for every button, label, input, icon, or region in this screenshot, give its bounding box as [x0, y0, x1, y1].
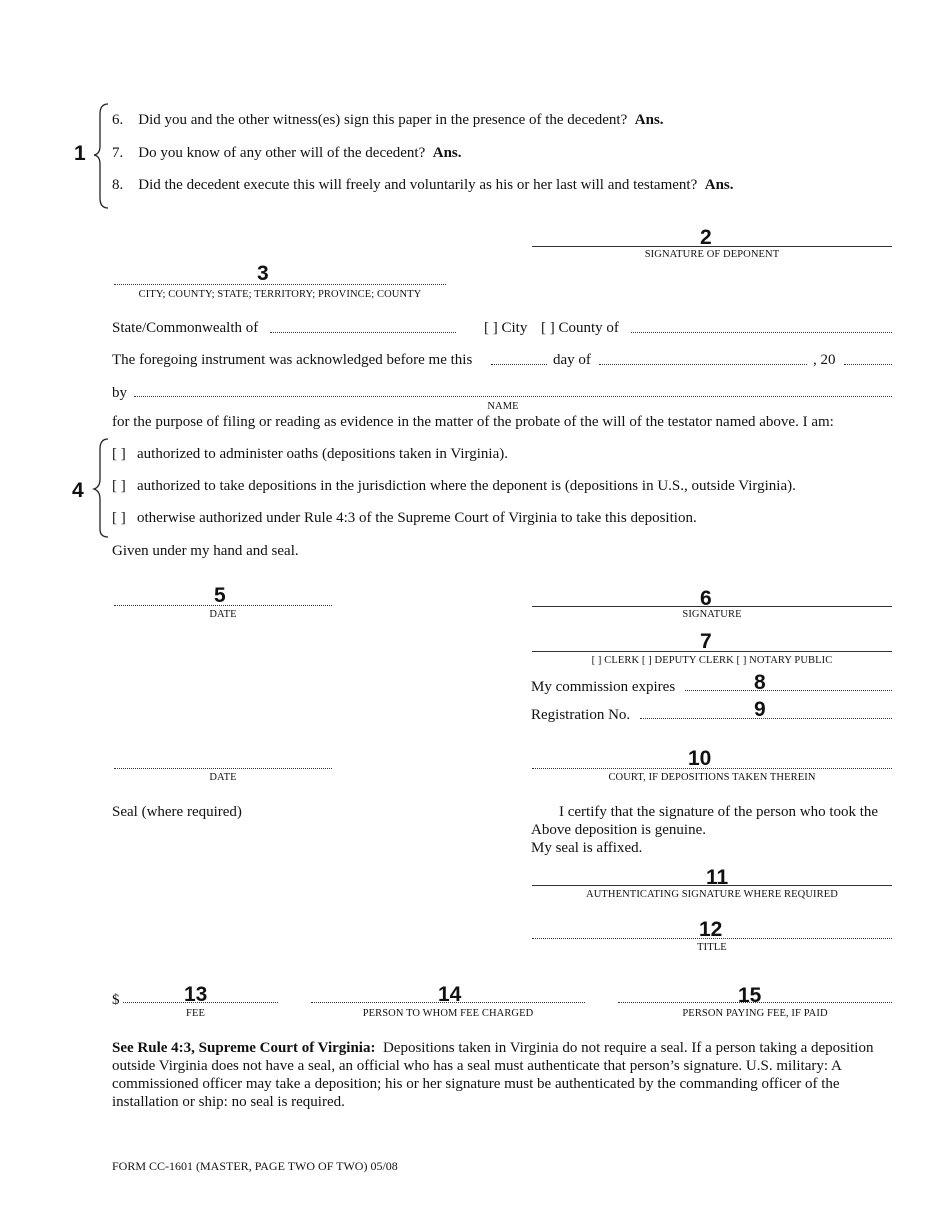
brace-group-1	[92, 102, 112, 212]
question-text: Did the decedent execute this will freely and voluntarily as his or her last will and testament?	[138, 177, 698, 193]
question-7	[112, 144, 462, 162]
marker-15: 15	[738, 984, 762, 1007]
dollar-sign: $	[112, 992, 120, 1008]
year-prefix: , 20	[813, 352, 836, 368]
registration-no-label: Registration No.	[531, 707, 631, 723]
clerk-notary-options[interactable]: [ ] CLERK [ ] DEPUTY CLERK [ ] NOTARY PUBLIC	[591, 655, 833, 666]
rule-note-heading: See Rule 4:3, Supreme Court of Virginia:	[112, 1040, 376, 1056]
question-8	[112, 176, 734, 194]
court-label: COURT, IF DEPOSITIONS TAKEN THEREIN	[608, 772, 816, 783]
date-label-2: DATE	[209, 772, 237, 783]
signature-label: SIGNATURE	[682, 609, 742, 620]
name-field[interactable]	[134, 396, 892, 397]
authenticating-signature-line[interactable]	[532, 885, 892, 886]
fee-label: FEE	[186, 1008, 205, 1019]
checkbox[interactable]: [ ]	[112, 478, 126, 494]
authorization-option-1[interactable]	[112, 445, 508, 463]
certify-line-3: My seal is affixed.	[531, 840, 643, 856]
seal-label: Seal (where required)	[112, 804, 242, 820]
county-checkbox[interactable]: [ ] County of	[541, 320, 619, 336]
county-field[interactable]	[631, 332, 892, 333]
person-charged-label: PERSON TO WHOM FEE CHARGED	[362, 1008, 534, 1019]
commission-expires-label: My commission expires	[531, 679, 676, 695]
date-label-1: DATE	[209, 609, 237, 620]
rule-note-body: Depositions taken in Virginia do not require a seal. If a person taking a deposition outside Virginia does not have a seal, an official who has a seal must authenticate that person’s signature. U.S. military: A commissioned officer may take a deposition; his or her signature must be authenticated by the commanding officer of the installation or ship: no seal is required.	[112, 1040, 874, 1110]
state-field[interactable]	[270, 332, 456, 333]
marker-5: 5	[214, 584, 226, 607]
title-selection-line[interactable]	[532, 651, 892, 652]
name-label: NAME	[487, 401, 519, 412]
brace-group-4	[92, 437, 112, 539]
city-checkbox[interactable]: [ ] City	[484, 320, 528, 336]
certify-line-1: I certify that the signature of the person who took the	[559, 804, 879, 820]
jurisdiction-label: CITY; COUNTY; STATE; TERRITORY; PROVINCE; COUNTY	[138, 289, 422, 300]
jurisdiction-line[interactable]	[114, 284, 446, 285]
signature-line[interactable]	[532, 606, 892, 607]
date-line-1[interactable]	[114, 605, 332, 606]
marker-3: 3	[257, 262, 269, 285]
marker-12: 12	[699, 918, 723, 941]
option-text: otherwise authorized under Rule 4:3 of the Supreme Court of Virginia to take this deposition.	[137, 510, 697, 526]
registration-no-field[interactable]	[640, 718, 892, 719]
signature-of-deponent-label: SIGNATURE OF DEPONENT	[644, 249, 780, 260]
given-under-hand-text: Given under my hand and seal.	[112, 543, 299, 559]
authenticating-label: AUTHENTICATING SIGNATURE WHERE REQUIRED	[586, 889, 838, 900]
marker-4: 4	[72, 479, 84, 502]
state-commonwealth-label: State/Commonwealth of	[112, 320, 259, 336]
acknowledged-text: The foregoing instrument was acknowledged before me this	[112, 352, 473, 368]
by-label: by	[112, 385, 127, 401]
day-field[interactable]	[491, 364, 547, 365]
rule-note	[112, 1039, 892, 1111]
title-line[interactable]	[532, 938, 892, 939]
title-label: TITLE	[697, 942, 727, 953]
date-line-2[interactable]	[114, 768, 332, 769]
day-of-label: day of	[553, 352, 591, 368]
marker-14: 14	[438, 983, 462, 1006]
answer-label: Ans.	[704, 177, 734, 193]
option-text: authorized to take depositions in the jurisdiction where the deponent is (depositions in U.S., outside Virginia).	[137, 478, 796, 494]
marker-8: 8	[754, 671, 766, 694]
authorization-option-3[interactable]	[112, 509, 697, 527]
year-field[interactable]	[844, 364, 892, 365]
purpose-text: for the purpose of filing or reading as evidence in the matter of the probate of the will of the testator named above. I am:	[112, 414, 834, 430]
marker-10: 10	[688, 747, 712, 770]
marker-11: 11	[706, 866, 729, 889]
question-number: 8.	[112, 177, 124, 193]
court-line[interactable]	[532, 768, 892, 769]
certify-line-2: Above deposition is genuine.	[531, 822, 706, 838]
answer-label: Ans.	[432, 145, 462, 161]
marker-13: 13	[184, 983, 208, 1006]
checkbox[interactable]: [ ]	[112, 510, 126, 526]
question-text: Do you know of any other will of the decedent?	[138, 145, 426, 161]
deponent-signature-line[interactable]	[532, 246, 892, 247]
marker-6: 6	[700, 587, 712, 610]
marker-7: 7	[700, 630, 712, 653]
question-6	[112, 111, 664, 129]
authorization-option-2[interactable]	[112, 477, 796, 495]
marker-1: 1	[74, 142, 86, 165]
form-footer: FORM CC-1601 (MASTER, PAGE TWO OF TWO) 05/08	[112, 1159, 398, 1173]
answer-label: Ans.	[634, 112, 664, 128]
question-number: 6.	[112, 112, 124, 128]
month-field[interactable]	[599, 364, 807, 365]
checkbox[interactable]: [ ]	[112, 446, 126, 462]
marker-2: 2	[700, 226, 712, 249]
person-paying-label: PERSON PAYING FEE, IF PAID	[682, 1008, 828, 1019]
marker-9: 9	[754, 698, 766, 721]
option-text: authorized to administer oaths (depositions taken in Virginia).	[137, 446, 508, 462]
question-text: Did you and the other witness(es) sign this paper in the presence of the decedent?	[138, 112, 628, 128]
commission-expires-field[interactable]	[685, 690, 892, 691]
question-number: 7.	[112, 145, 124, 161]
